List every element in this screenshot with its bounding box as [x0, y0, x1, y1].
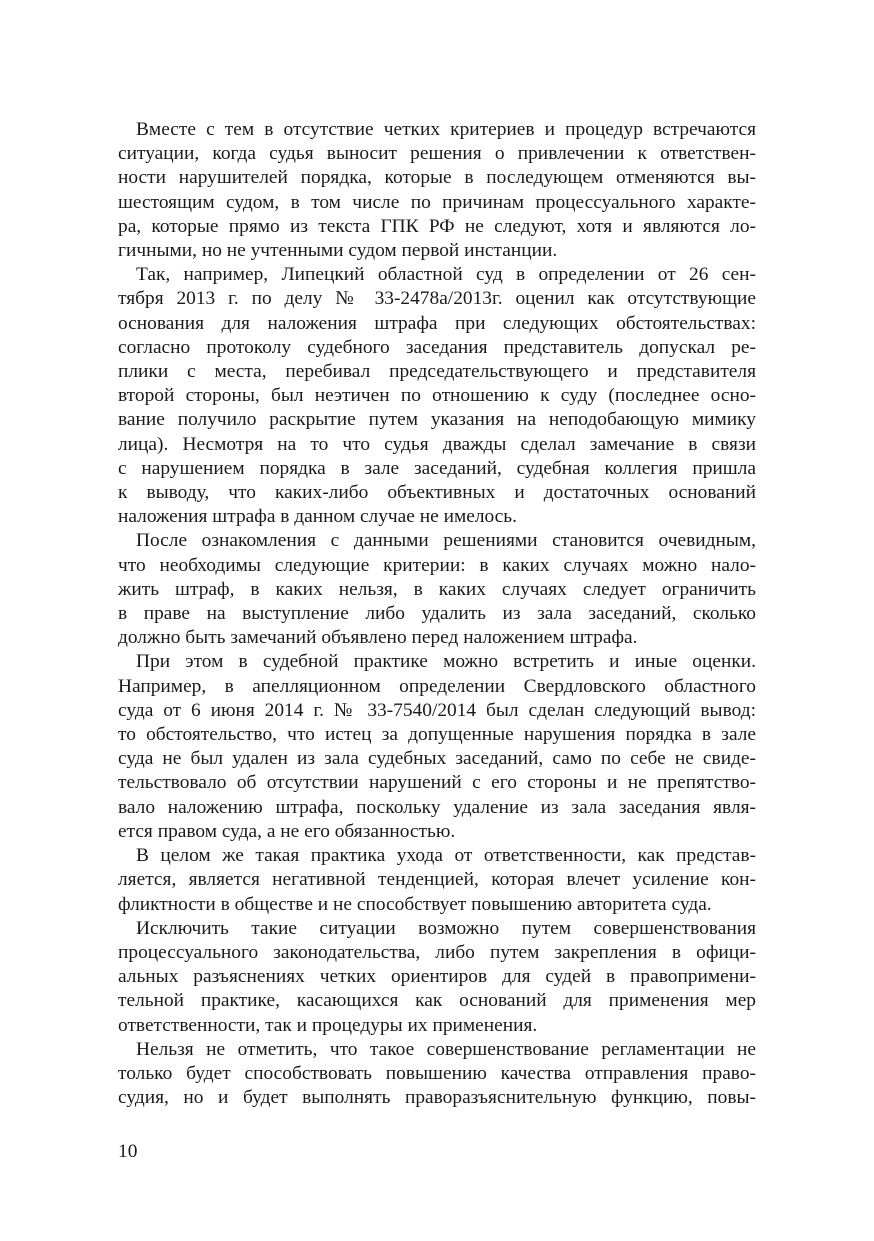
- page-number: 10: [118, 1141, 138, 1162]
- text-line: к выводу, что каких-либо объективных и достаточных оснований: [118, 482, 756, 504]
- text-line: должно быть замечаний объявлено перед наложением штрафа.: [118, 627, 638, 649]
- text-line: альных разъяснениях четких ориентиров для судей в правопримени-: [118, 966, 756, 988]
- text-line: ра, которые прямо из текста ГПК РФ не следуют, хотя и являются ло-: [118, 215, 756, 237]
- paragraph-7: [118, 1038, 756, 1111]
- text-line: тельной практике, касающихся как оснований для применения мер: [118, 990, 756, 1012]
- text-line: с нарушением порядка в зале заседаний, судебная коллегия пришла: [118, 457, 756, 479]
- paragraph-5: [118, 844, 756, 917]
- text-line: ности нарушителей порядка, которые в последующем отменяются вы-: [118, 167, 756, 189]
- page-body: [118, 118, 756, 1110]
- text-line: ляется, является негативной тенденцией, которая влечет усиление кон-: [118, 869, 756, 891]
- paragraph-6: [118, 917, 756, 1038]
- text-line: судия, но и будет выполнять праворазъяснительную функцию, повы-: [118, 1087, 756, 1109]
- text-line: При этом в судебной практике можно встретить и иные оценки.: [136, 651, 756, 673]
- text-line: Вместе с тем в отсутствие четких критериев и процедур встречаются: [136, 119, 756, 140]
- text-line: Так, например, Липецкий областной суд в определении от 26 сен-: [136, 264, 756, 286]
- text-line: лица). Несмотря на то что судья дважды сделал замечание в связи: [118, 433, 756, 455]
- paragraph-2: [118, 263, 756, 529]
- text-line: вало наложению штрафа, поскольку удаление из зала заседания явля-: [118, 796, 756, 818]
- text-line: согласно протоколу судебного заседания представитель допускал ре-: [118, 336, 756, 358]
- text-line: то обстоятельство, что истец за допущенные нарушения порядка в зале: [118, 724, 756, 746]
- text-line: суда от 6 июня 2014 г. № 33-7540/2014 был сделан следующий вывод:: [118, 699, 756, 721]
- text-line: В целом же такая практика ухода от ответственности, как представ-: [136, 845, 756, 867]
- text-line: гичными, но не учтенными судом первой инстанции.: [118, 240, 558, 262]
- paragraph-4: [118, 650, 756, 844]
- text-line: вание получило раскрытие путем указания на неподобающую мимику: [118, 409, 756, 431]
- text-line: наложения штрафа в данном случае не имелось.: [118, 506, 517, 528]
- text-line: тельствовало об отсутствии нарушений с его стороны и не препятство-: [118, 772, 756, 794]
- text-line: второй стороны, был неэтичен по отношению к суду (последнее осно-: [118, 385, 756, 407]
- text-line: фликтности в обществе и не способствует повышению авторитета суда.: [118, 893, 712, 915]
- text-line: Исключить такие ситуации возможно путем совершенствования: [136, 917, 756, 939]
- text-line: шестоящим судом, в том числе по причинам процессуального характе-: [118, 191, 756, 213]
- text-line: ответственности, так и процедуры их применения.: [118, 1014, 538, 1036]
- text-line: После ознакомления с данными решениями становится очевидным,: [136, 530, 756, 552]
- text-line: основания для наложения штрафа при следующих обстоятельствах:: [118, 312, 756, 334]
- text-line: жить штраф, в каких нельзя, в каких случаях следует ограничить: [118, 578, 756, 600]
- text-line: процессуального законодательства, либо путем закрепления в офици-: [118, 941, 756, 963]
- text-line: в праве на выступление либо удалить из зала заседаний, сколько: [118, 603, 756, 625]
- paragraph-1: [118, 118, 756, 263]
- text-line: ситуации, когда судья выносит решения о привлечении к ответствен-: [118, 143, 756, 165]
- text-line: только будет способствовать повышению качества отправления право-: [118, 1062, 756, 1084]
- text-line: Например, в апелляционном определении Свердловского областного: [118, 675, 756, 697]
- text-line: что необходимы следующие критерии: в каких случаях можно нало-: [118, 554, 756, 576]
- text-line: тября 2013 г. по делу № 33-2478а/2013г. оценил как отсутствующие: [118, 288, 756, 310]
- paragraph-3: [118, 529, 756, 650]
- text-line: Нельзя не отметить, что такое совершенствование регламентации не: [136, 1038, 756, 1060]
- text-line: ется правом суда, а не его обязанностью.: [118, 820, 456, 842]
- text-line: плики с места, перебивал председательствующего и представителя: [118, 361, 756, 383]
- text-line: суда не был удален из зала судебных заседаний, само по себе не свиде-: [118, 748, 756, 770]
